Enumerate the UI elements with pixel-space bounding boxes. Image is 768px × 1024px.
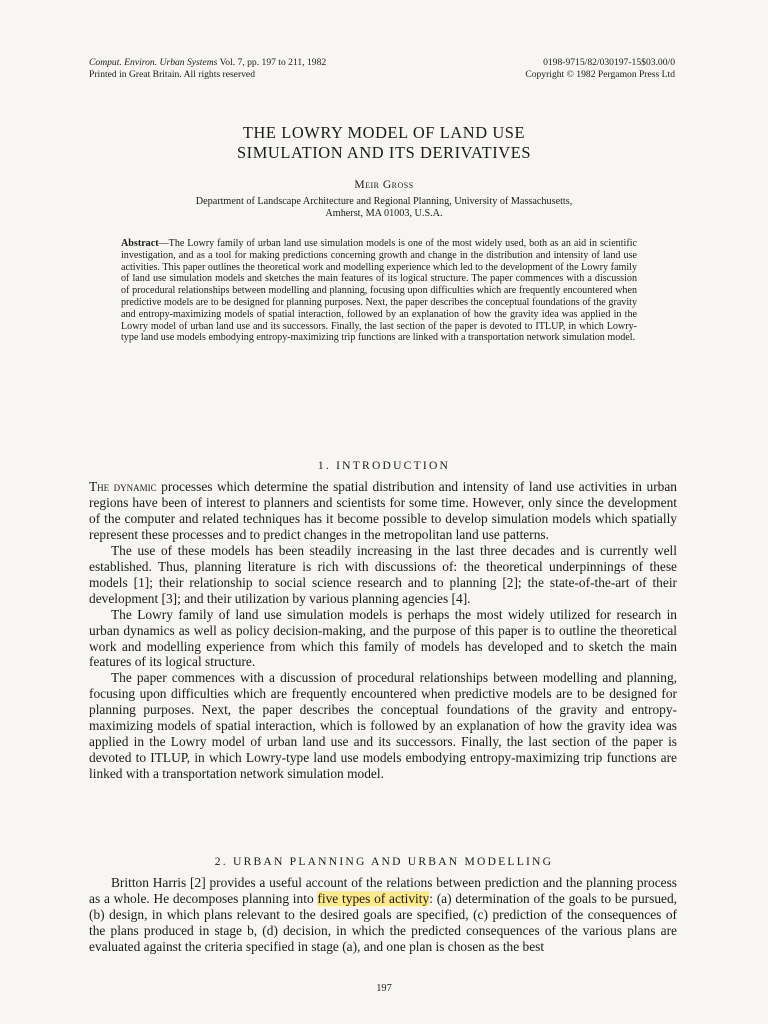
author-affiliation — [130, 196, 638, 221]
highlighted-text: five types of activity — [317, 890, 430, 906]
author-name: Meir Gross — [354, 179, 414, 191]
printed-note: Printed in Great Britain. All rights reserved — [89, 69, 255, 80]
paragraph: The use of these models has been steadily increasing in the last three decades and is currently well established. Thus, planning literature is rich with discussions of: the theoretical underpinnings of these models [1]; their relationship to social science research and to planning [2]; the state-of-the-art of their development [3]; and their utilization by various planning agencies [4]. — [89, 542, 677, 606]
title-line-1: THE LOWRY MODEL OF LAND USE — [242, 123, 526, 142]
affiliation-line-2: Amherst, MA 01003, U.S.A. — [325, 208, 443, 220]
paragraph-lead: The dynamic — [89, 479, 157, 494]
section-heading-introduction: 1. INTRODUCTION — [317, 459, 451, 472]
journal-citation — [89, 57, 326, 81]
issn-code: 0198-9715/82/030197-15$03.00/0 — [543, 57, 675, 68]
paragraph-text: processes which determine the spatial distribution and intensity of land use activities in urban regions have been of interest to planners and scientists for some time. However, only since the development of the computer and related techniques has it become possible to develop simulation models which spatially represent these processes and to predict changes in the metropolitan land use patterns. — [89, 479, 677, 542]
journal-name: Comput. Environ. Urban Systems — [89, 57, 218, 68]
paragraph — [89, 479, 677, 543]
affiliation-line-1: Department of Landscape Architecture and Regional Planning, University of Massachusetts, — [195, 196, 573, 207]
section-heading-urban-planning: 2. URBAN PLANNING AND URBAN MODELLING — [214, 855, 554, 868]
paragraph-text: Britton Harris [2] provides a useful account of the relations between prediction and the planning process as a whole. He decomposes planning into — [89, 875, 677, 906]
abstract — [121, 238, 637, 344]
page-number: 197 — [376, 983, 392, 994]
abstract-text: —The Lowry family of urban land use simulation models is one of the most widely used, both as an aid in scientific investigation, and as a tool for making predictions concerning growth and change in the distribution and intensity of land use activities. This paper outlines the theoretical work and modelling experience which led to the development of the Lowry family of land use simulation models and sketches the main features of its logical structure. The paper commences with a discussion of procedural relationships between modelling and planning, focusing upon difficulties which are frequently encountered when predictive models are to be designed for planning purposes. Next, the paper describes the conceptual foundations of the gravity and entropy-maximizing models of spatial interaction, followed by an explanation of how the gravity idea was applied in the Lowry model of urban land use and its successors. Finally, the last section of the paper is devoted to ITLUP, in which Lowry-type land use models embodying entropy-maximizing trip functions are linked with a transportation network simulation model. — [121, 238, 637, 344]
paragraph: The paper commences with a discussion of procedural relationships between modelling and planning, focusing upon difficulties which are frequently encountered when predictive models are to be designed for planning purposes. Next, the paper describes the conceptual foundations of the gravity and entropy-maximizing models of spatial interaction, which is followed by an explanation of how the gravity idea was applied in the Lowry model of urban land use and its successors. Finally, the last section of the paper is devoted to ITLUP, in which Lowry-type land use models embodying entropy-maximizing trip functions are linked with a transportation network simulation model. — [89, 670, 677, 782]
paragraph: The Lowry family of land use simulation models is perhaps the most widely utilized for research in urban dynamics as well as policy decision-making, and the purpose of this paper is to outline the theoretical work and modelling experience from which this family of models has developed and to sketch the main features of its logical structure. — [89, 606, 677, 670]
title-line-2: SIMULATION AND ITS DERIVATIVES — [236, 143, 532, 162]
abstract-label: Abstract — [121, 238, 159, 249]
copyright-line: Copyright © 1982 Pergamon Press Ltd — [525, 69, 675, 80]
paragraph-text: : (a) determination of the goals to be pursued, (b) design, in which plans relevant to the desired goals are specified, (c) prediction of the consequences of the plans produced in stage b, (d) decision, in which the predicted consequences of the various plans are evaluated against the criteria specified in stage (a), and one plan is chosen as the best — [89, 890, 677, 954]
publisher-info — [525, 57, 675, 81]
urban-planning-body — [89, 875, 677, 955]
paper-title — [90, 123, 678, 163]
paragraph — [89, 875, 677, 955]
introduction-body — [89, 479, 677, 782]
volume-info: Vol. 7, pp. 197 to 211, 1982 — [217, 57, 327, 68]
